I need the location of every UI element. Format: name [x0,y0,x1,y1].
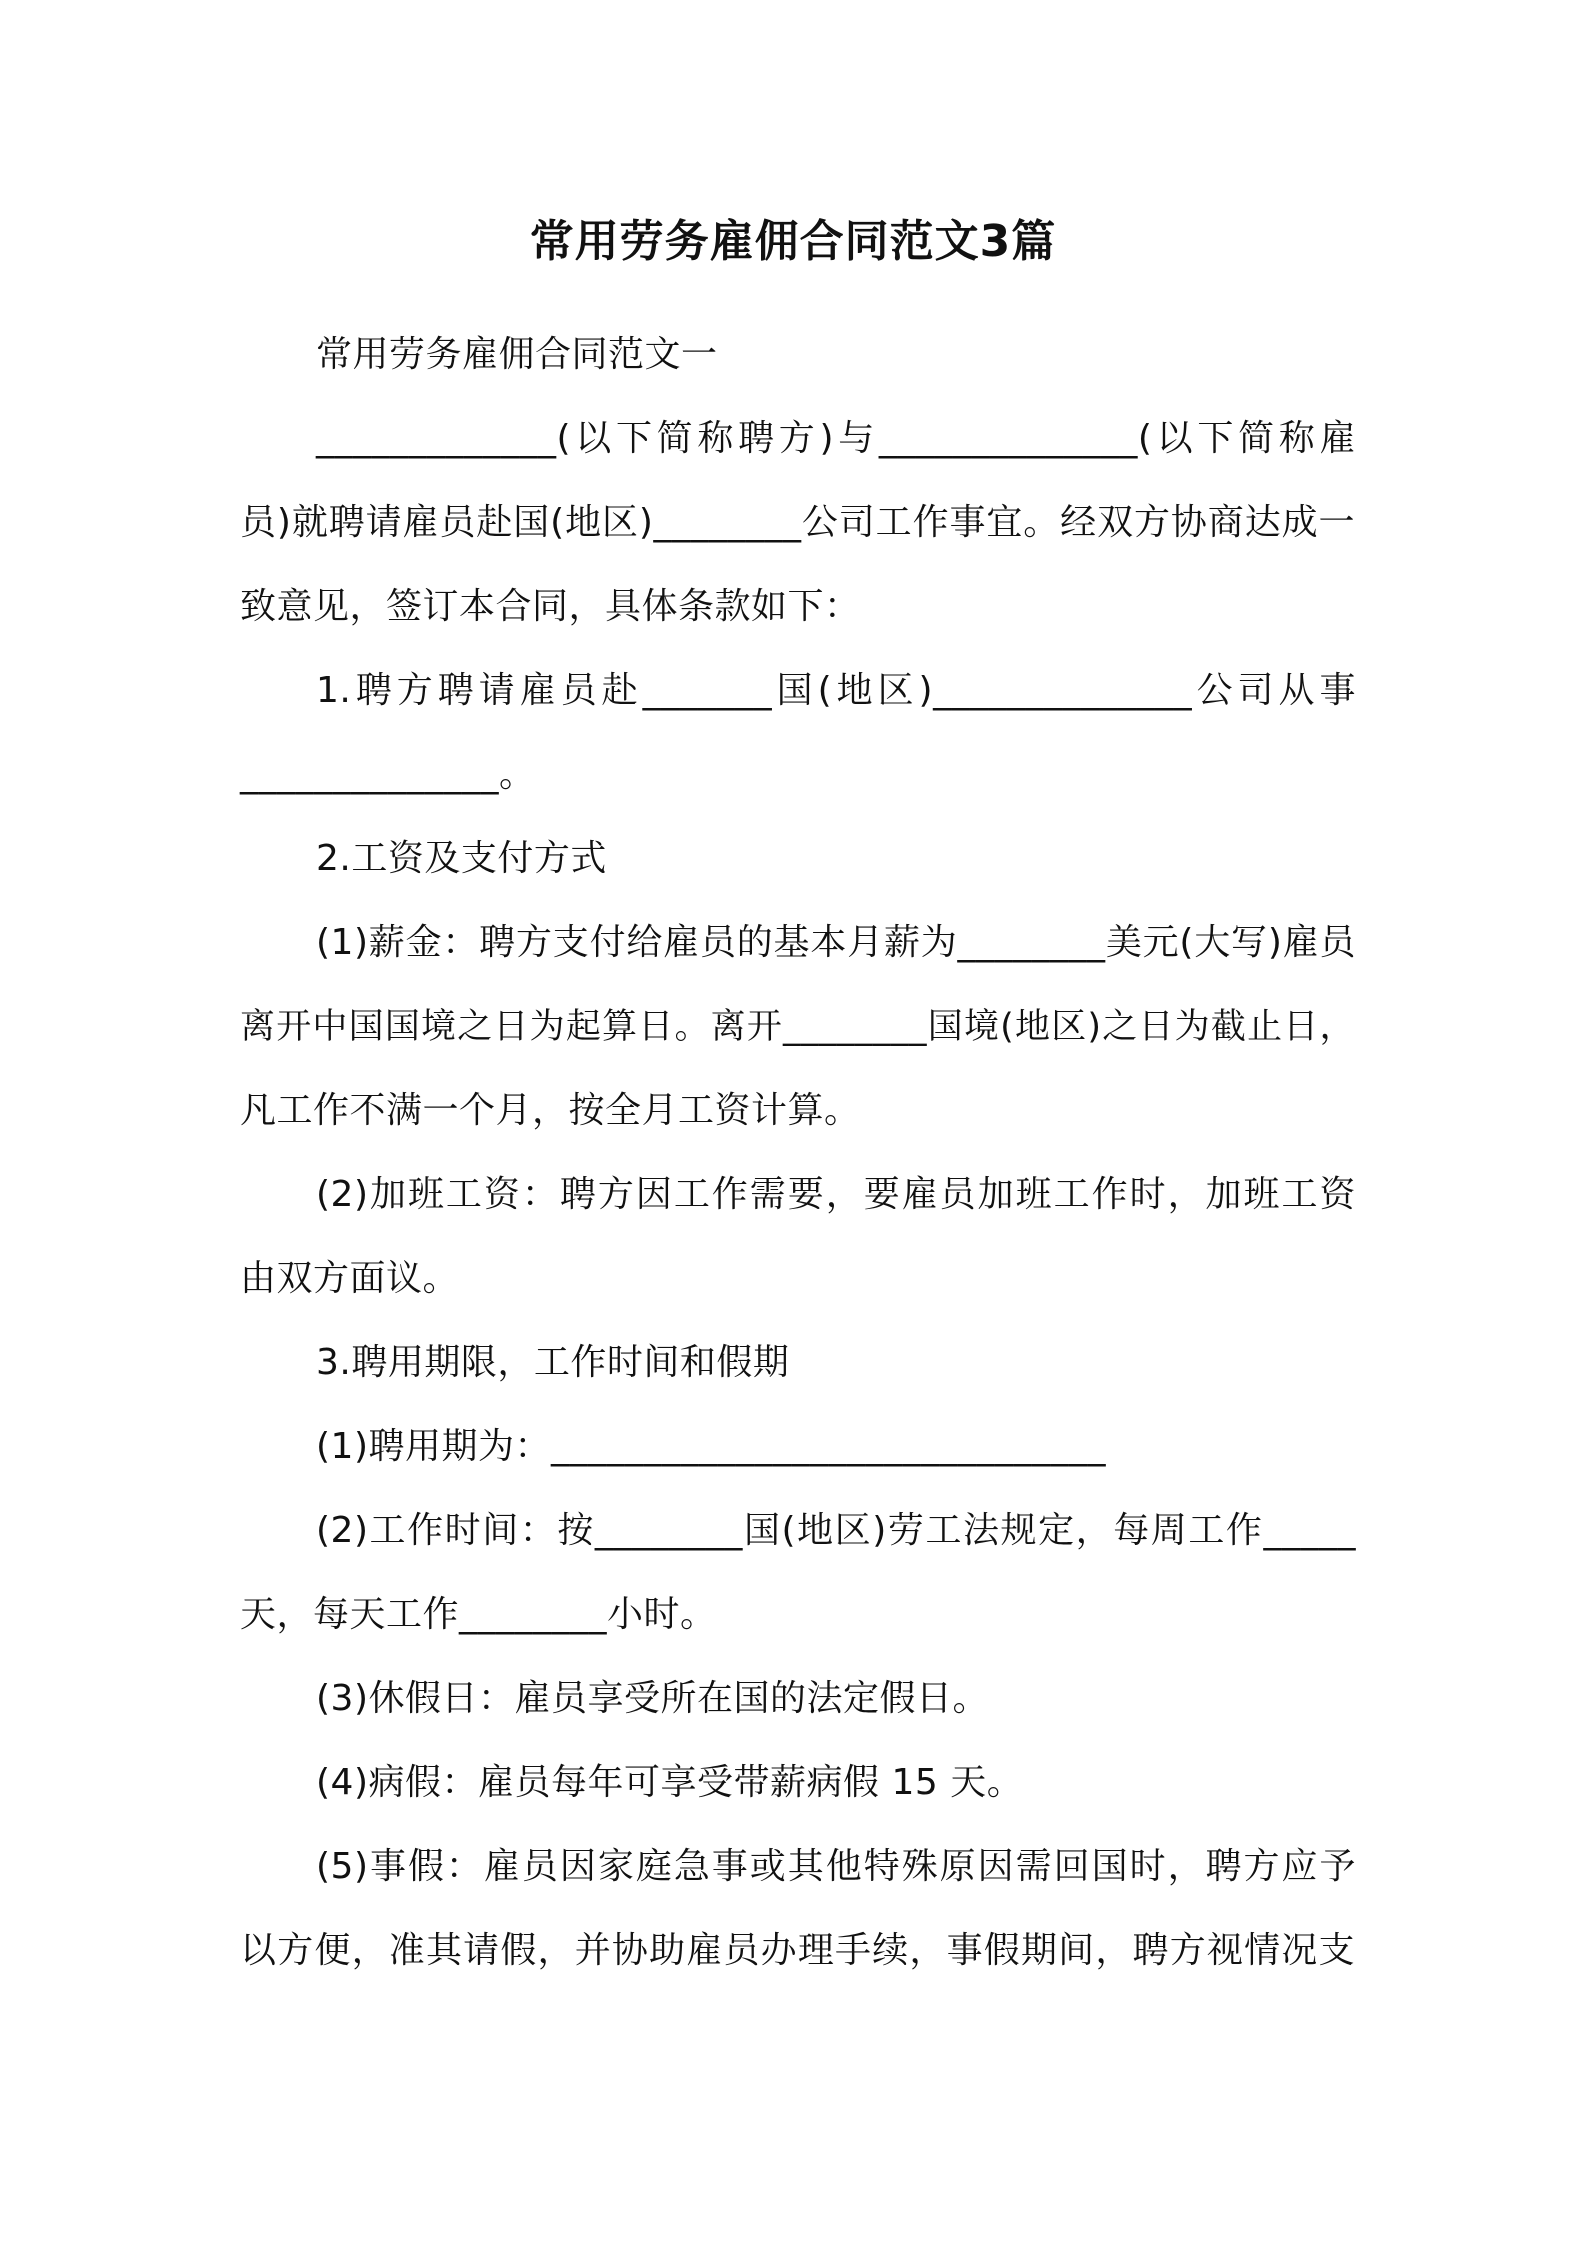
clause-line: (1)聘用期为：______________________________ [316,1426,1106,1467]
paragraph-line: 员)就聘请雇员赴国(地区)________公司工作事宜。经双方协商达成一 [240,502,1355,543]
clause-line: 天，每天工作________小时。 [240,1594,717,1635]
clause-line: (1)薪金：聘方支付给雇员的基本月薪为________美元(大写)雇员 [316,922,1356,963]
clause-line: (5)事假：雇员因家庭急事或其他特殊原因需回国时，聘方应予 [316,1846,1356,1887]
clause-heading: 2.工资及支付方式 [316,838,607,879]
clause-line: 由双方面议。 [240,1258,460,1299]
clause-line: 以方便，准其请假，并协助雇员办理手续，事假期间，聘方视情况支 [240,1930,1355,1971]
document-title: 常用劳务雇佣合同范文3篇 [529,216,1057,267]
paragraph-line: _____________(以下简称聘方)与______________(以下简称雇 [316,418,1356,459]
clause-line: 凡工作不满一个月，按全月工资计算。 [240,1090,861,1131]
clause-line: (2)工作时间：按________国(地区)劳工法规定，每周工作_____ [316,1510,1356,1551]
clause-line: (2)加班工资：聘方因工作需要，要雇员加班工作时，加班工资 [316,1174,1356,1215]
section-heading: 常用劳务雇佣合同范文一 [316,334,718,375]
clause-line: ______________。 [240,754,536,795]
paragraph-line: 致意见，签订本合同，具体条款如下： [240,586,861,627]
clause-line: 离开中国国境之日为起算日。离开________国境(地区)之日为截止日， [240,1007,1355,1047]
clause-heading: 3.聘用期限，工作时间和假期 [316,1342,790,1383]
clause-line: 1.聘方聘请雇员赴_______国(地区)______________公司从事 [316,670,1356,711]
clause-line: (4)病假：雇员每年可享受带薪病假 15 天。 [316,1762,1024,1803]
clause-line: (3)休假日：雇员享受所在国的法定假日。 [316,1678,989,1719]
